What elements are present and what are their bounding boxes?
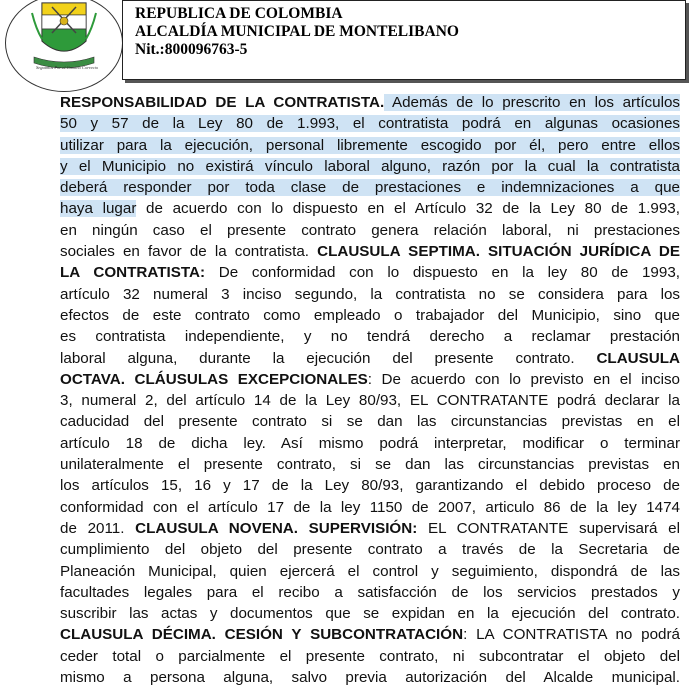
highlighted-text: utilizar para la ejecución, personal libremente escogido por él, pero entre ellos: [60, 136, 680, 154]
highlighted-text: deberá responder por toda clase de prestaciones e indemnizaciones a que: [60, 179, 680, 197]
letterhead: [122, 0, 686, 80]
text-line: [60, 113, 680, 134]
highlighted-text: haya lugar: [60, 200, 137, 218]
header-country: REPUBLICA DE COLOMBIA: [135, 5, 343, 22]
clause-heading: RESPONSABILIDAD DE LA CONTRATISTA.: [60, 94, 385, 111]
text-line: unilateralmente el presente contrato, si se dan las circunstancias previstas en: [60, 456, 680, 474]
contract-body: [60, 92, 680, 688]
text-line: artículo 18 de dicha ley. Así mismo podrá interpretar, modificar o terminar: [60, 434, 680, 452]
text-line: mismo a persona alguna, salvo previa autorización del Alcalde municipal.: [60, 669, 680, 687]
text-line: [60, 624, 680, 645]
text-line: cumplimiento del objeto del presente contrato a través de la Secretaria de: [60, 541, 680, 559]
text-line: [60, 92, 680, 113]
text-line: [60, 369, 680, 390]
clause-heading: CLAUSULA SEPTIMA. SITUACIÓN JURÍDICA DE: [317, 243, 680, 261]
text-line: [60, 156, 680, 177]
text-line: 3, numeral 2, del artículo 14 de la Ley 80/93, EL CONTRATANTE podrá declarar la: [60, 392, 680, 410]
text-line: [60, 198, 680, 219]
text-line: conformidad con el artículo 17 de la ley 1150 de 2007, articulo 86 de la ley 1474: [60, 498, 680, 516]
text-line: [60, 518, 680, 539]
text-line: efectos de este contrato como empleado o trabajador del Municipio, sino que: [60, 306, 680, 324]
header-nit: Nit.:800096763-5: [135, 41, 248, 58]
highlighted-text: Además de lo prescrito en los artículos: [384, 94, 680, 111]
text-line: ceder total o parcialmente el presente contrato, ni subcontratar el objeto del: [60, 647, 680, 665]
body-text: EL CONTRATANTE supervisará el: [417, 519, 680, 537]
clause-heading: LA CONTRATISTA:: [60, 264, 206, 282]
body-text: laboral alguna, durante la ejecución del presente contrato.: [60, 349, 597, 367]
clause-heading: CLAUSULA DÉCIMA. CESIÓN Y SUBCONTRATACIÓN: [60, 626, 464, 644]
text-line: artículo 32 numeral 3 inciso segundo, la contratista no se considera para los: [60, 285, 680, 303]
municipal-seal: [5, 0, 123, 92]
text-line: suscribir las actas y documentos que se expidan en la ejecución del contrato.: [60, 605, 680, 623]
clause-heading: CLAUSULA: [596, 349, 680, 367]
text-line: [60, 262, 680, 283]
body-text: de 2011.: [60, 519, 136, 537]
body-text: sociales en favor de la contratista.: [60, 243, 318, 261]
clause-heading: CLAUSULA NOVENA. SUPERVISIÓN:: [135, 519, 418, 537]
text-line: en ningún caso el presente contrato genera relación laboral, ni prestaciones: [60, 221, 680, 239]
text-line: los artículos 15, 16 y 17 de la Ley 80/93, garantizando el debido proceso de: [60, 477, 680, 495]
body-text: : De acuerdo con lo previsto en el inciso: [367, 370, 680, 388]
highlighted-text: y el Municipio no existirá vínculo laboral alguno, razón por la cual la contratista: [60, 157, 680, 175]
text-line: facultades legales para el recibo a satisfacción de los servicios prestados y: [60, 583, 680, 601]
highlighted-text: 50 y 57 de la Ley 80 de 1.993, el contratista podrá en algunas ocasiones: [60, 115, 680, 133]
text-line: [60, 177, 680, 198]
seal-motto: Seguimos Por el Camino Correcto: [36, 65, 99, 70]
text-line: es contratista independiente, y no tendrá derecho a reclamar prestación: [60, 328, 680, 346]
text-line: [60, 241, 680, 262]
text-line: Planeación Municipal, quien ejercerá el control y seguimiento, dispondrá de las: [60, 562, 680, 580]
text-line: [60, 348, 680, 369]
body-text: de acuerdo con lo dispuesto en el Artículo 32 de la Ley 80 de 1.993,: [136, 200, 680, 218]
text-line: caducidad del presente contrato si se dan las circunstancias previstas en el: [60, 413, 680, 431]
text-line: [60, 135, 680, 156]
seal-emblem-icon: [6, 0, 122, 91]
body-text: : LA CONTRATISTA no podrá: [463, 626, 680, 644]
header-municipality: ALCALDÍA MUNICIPAL DE MONTELIBANO: [135, 23, 459, 40]
body-text: De conformidad con lo dispuesto en la ley 80 de 1993,: [205, 264, 680, 282]
clause-heading: OCTAVA. CLÁUSULAS EXCEPCIONALES: [60, 370, 368, 388]
